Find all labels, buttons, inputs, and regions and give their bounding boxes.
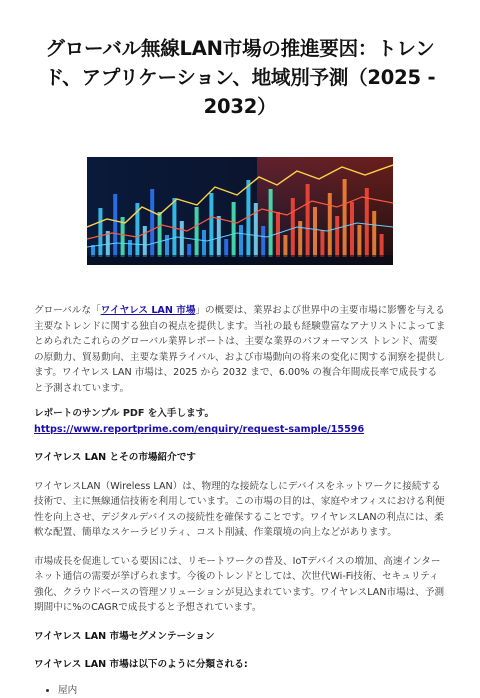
hero-decor-bar: [328, 193, 332, 257]
hero-decor-bar: [306, 184, 310, 257]
hero-decor-bar: [239, 225, 243, 257]
section-heading-intro: ワイヤレス LAN とその市場紹介です: [34, 452, 196, 463]
hero-decor-bar: [180, 221, 184, 257]
hero-decor-bar: [232, 202, 236, 257]
hero-decor-bar: [343, 179, 347, 257]
hero-decor-bar: [150, 189, 154, 257]
hero-image-market-chart: [87, 157, 393, 265]
hero-decor-bar: [313, 207, 317, 257]
hero-decor-bar: [195, 207, 199, 257]
hero-decor-bar: [357, 225, 361, 257]
hero-decor-bar: [143, 226, 147, 257]
hero-decor-bar: [209, 193, 213, 257]
hero-decor-bar: [202, 230, 206, 257]
hero-decor-bar: [350, 202, 354, 257]
hero-decor-bar: [224, 239, 228, 257]
segment-list: [34, 683, 446, 698]
hero-decor-bar: [283, 235, 287, 257]
section-heading-segmentation: ワイヤレス LAN 市場セグメンテーション: [34, 630, 215, 642]
hero-decor-bar: [158, 212, 162, 257]
hero-decor-bar: [165, 235, 169, 257]
segmentation-subheading: ワイヤレス LAN 市場は以下のように分類される:: [34, 659, 248, 670]
hero-decor-bar: [217, 216, 221, 257]
sample-request: [34, 406, 446, 437]
hero-decor-bar: [269, 189, 273, 257]
hero-decor-bar: [335, 216, 339, 257]
section-paragraph-growth: 市場成長を促進している要因には、リモートワークの普及、IoTデバイスの増加、高速インターネット通信の需要が挙げられます。今後のトレンドとしては、次世代Wi-Fi技術、セキュリティ強化、クラウドベースの管理ソリューションが見込まれています。ワイヤレスLAN市場は、予測期間中に%のCAGRで成長すると予想されています。: [34, 555, 445, 613]
intro-paragraph: [34, 303, 446, 396]
intro-text-pre: グローバルな「: [34, 305, 101, 316]
market-link[interactable]: ワイヤレス LAN 市場: [100, 305, 196, 316]
hero-decor-bar: [128, 240, 132, 257]
hero-decor-bar: [298, 221, 302, 257]
sample-label: レポートのサンプル PDF を入手します。: [34, 408, 215, 419]
hero-decor-bar: [372, 211, 376, 257]
hero-decor-bar: [380, 234, 384, 257]
hero-decor-bar: [320, 230, 324, 257]
hero-decor-bar: [113, 194, 117, 257]
intro-text-post: 」の概要は、業界および世界中の主要市場に影響を与える主要なトレンドに関する独自の視点を提供します。当社の最も経験豊富なアナリストによってまとめられたこれらのグローバル業界レポートは、主要な業界のパフォーマンス トレンド、需要の原動力、貿易動向、主要な業界ライバル、および市場動向の将来の変化に関する洞察を提供します。ワイヤレス LAN 市場は、2025 から 2032 まで、6.00% の複合年間成長率で成長すると予測されています。: [34, 305, 446, 394]
hero-decor-bar: [276, 212, 280, 257]
list-item: • 屋内: [58, 683, 446, 698]
hero-decor-bar: [98, 208, 102, 257]
hero-decor-bar: [261, 226, 265, 257]
hero-decor-bar: [246, 180, 250, 257]
page-title: グローバル無線LAN市場の推進要因：トレンド、アプリケーション、地域別予測（2025 - 2032）: [44, 37, 436, 118]
section-paragraph-definition: ワイヤレスLAN（Wireless LAN）は、物理的な接続なしにデバイスをネットワークに接続する技術で、主に無線通信技術を利用しています。この市場の目的は、家庭やオフィスにおける利便性を向上させ、デジタルデバイスの接続性を確保することです。ワイヤレスLANの利点には、柔軟な配置、簡単なスケーラビリティ、コスト削減、作業環境の向上などがあります。: [34, 480, 445, 538]
sample-request-link[interactable]: https://www.reportprime.com/enquiry/request-sample/15596: [34, 423, 365, 435]
